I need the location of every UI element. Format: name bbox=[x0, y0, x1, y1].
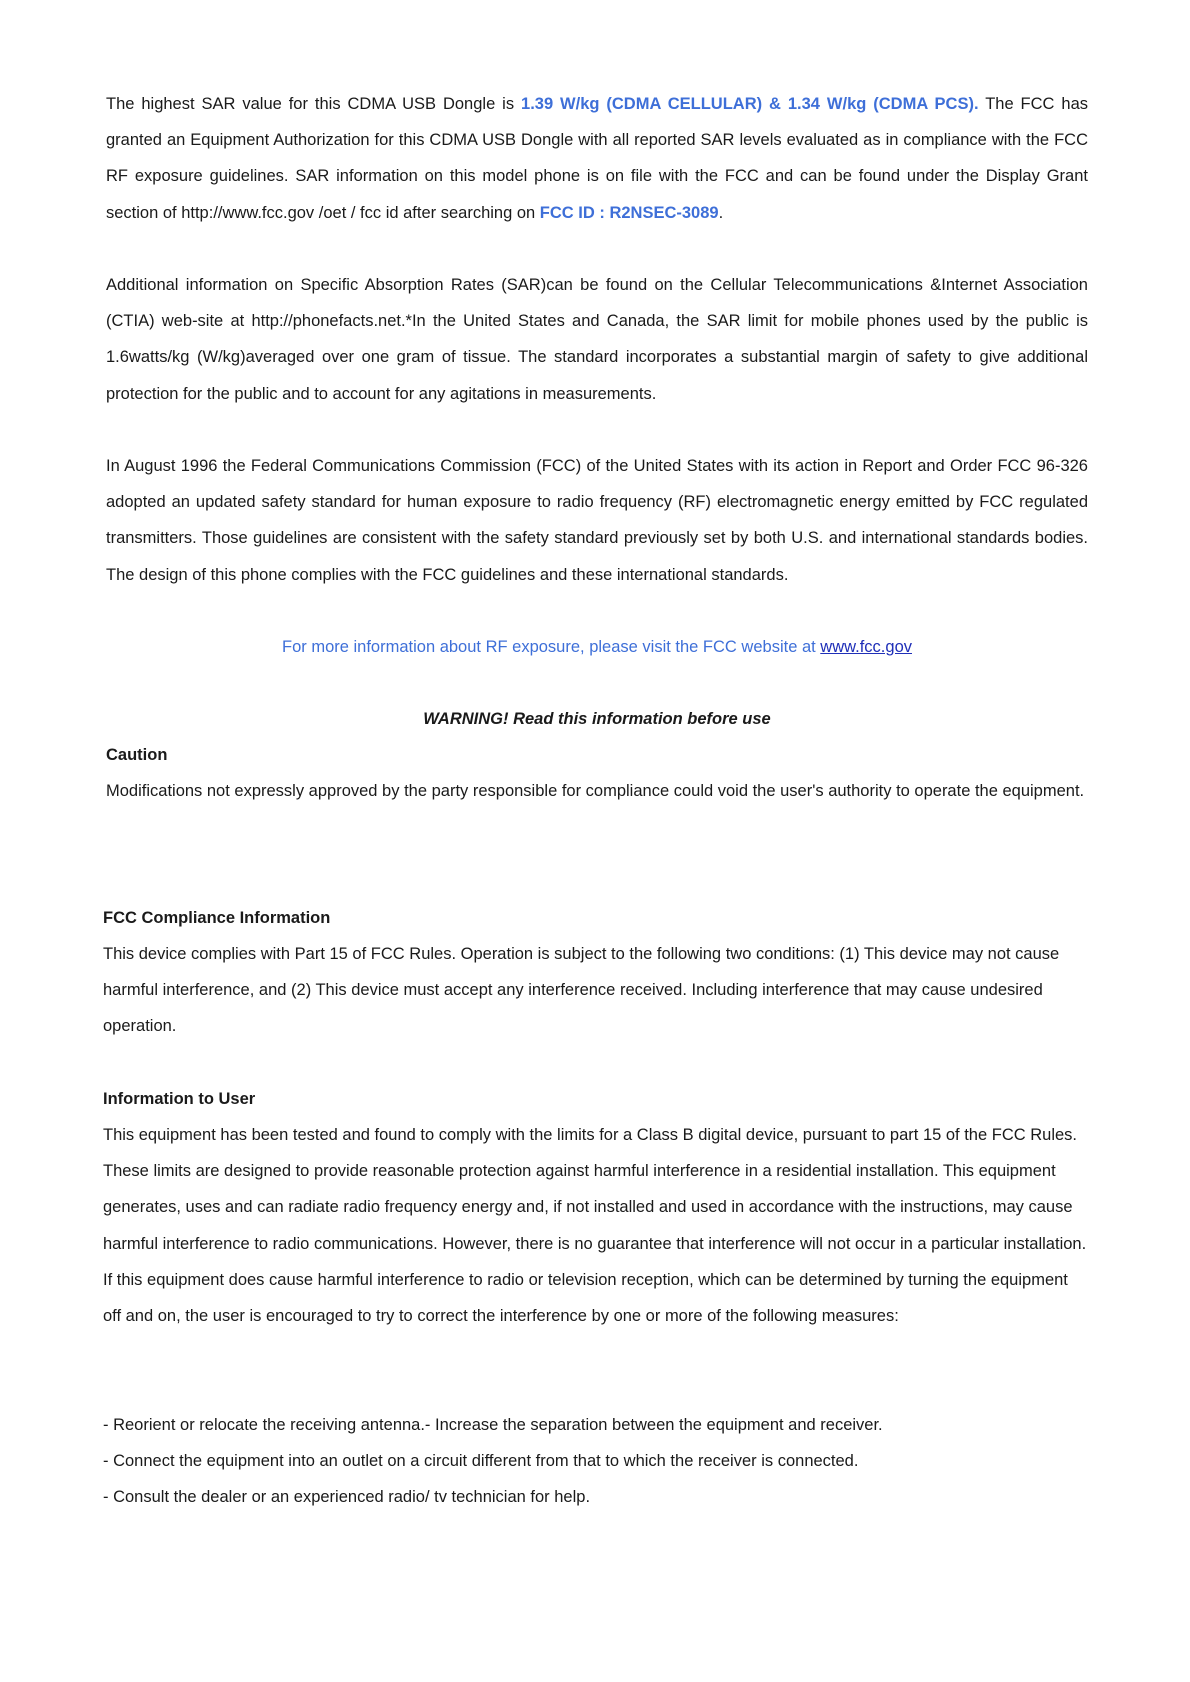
additional-info-paragraph: Additional information on Specific Absorption Rates (SAR)can be found on the Cellular Telecommunications &Internet Association (CTIA) web-site at http://phonefacts.net.*In the United States and Canada, the SAR limit for mobile phones used by the public is 1.6watts/kg (W/kg)averaged over one gram of tissue. The standard incorporates a substantial margin of safety to give additional protection for the public and to account for any agitations in measurements. bbox=[106, 276, 1088, 403]
warning-title: WARNING! Read this information before use bbox=[423, 710, 771, 728]
sar-paragraph bbox=[106, 86, 1088, 231]
sar-text-1: The highest SAR value for this CDMA USB Dongle is bbox=[106, 95, 522, 113]
sar-text-3: . bbox=[718, 203, 724, 222]
fcc-website-link[interactable]: www.fcc.gov bbox=[820, 638, 912, 656]
compliance-body: This device complies with Part 15 of FCC Rules. Operation is subject to the following two conditions: (1) This device may not cause harmful interference, and (2) This device must accept any interference received. Including interference that may cause undesired operation. bbox=[103, 945, 1060, 1036]
more-info-text: For more information about RF exposure, please visit the FCC website at bbox=[281, 638, 821, 656]
caution-body: Modifications not expressly approved by the party responsible for compliance could void the user's authority to operate the equipment. bbox=[106, 782, 1085, 800]
sar-values: 1.39 W/kg (CDMA CELLULAR) & 1.34 W/kg (CDMA PCS). bbox=[521, 95, 979, 113]
fcc-id: FCC ID : R2NSEC-3089 bbox=[539, 203, 719, 222]
sar-text-2: The FCC has granted an Equipment Authorization for this CDMA USB Dongle with all reported SAR levels evaluated as in compliance with the FCC RF exposure guidelines. SAR information on this model phone is on file with the FCC and can be found under the Display Grant section of http://www.fcc.gov /oet / fcc id after searching on bbox=[106, 95, 1088, 222]
caution-heading: Caution bbox=[106, 746, 168, 764]
history-paragraph: In August 1996 the Federal Communications Commission (FCC) of the United States with its action in Report and Order FCC 96-326 adopted an updated safety standard for human exposure to radio frequency (RF) electromagnetic energy emitted by FCC regulated transmitters. Those guidelines are consistent with the safety standard previously set by both U.S. and international standards bodies. The design of this phone complies with the FCC guidelines and these international standards. bbox=[106, 457, 1088, 584]
user-info-heading: Information to User bbox=[103, 1090, 256, 1108]
compliance-heading: FCC Compliance Information bbox=[103, 909, 331, 927]
user-info-body: This equipment has been tested and found to comply with the limits for a Class B digital device, pursuant to part 15 of the FCC Rules. These limits are designed to provide reasonable protection against harmful interference in a residential installation. This equipment generates, uses and can radiate radio frequency energy and, if not installed and used in accordance with the instructions, may cause harmful interference to radio communications. However, there is no guarantee that interference will not occur in a particular installation. If this equipment does cause harmful interference to radio or television reception, which can be determined by turning the equipment off and on, the user is encouraged to try to correct the interference by one or more of the following measures: bbox=[103, 1126, 1087, 1326]
measures-list bbox=[103, 1407, 1088, 1516]
more-info-line bbox=[106, 629, 1088, 665]
list-item: - Connect the equipment into an outlet on a circuit different from that to which the receiver is connected. bbox=[103, 1452, 859, 1471]
list-item: - Consult the dealer or an experienced radio/ tv technician for help. bbox=[103, 1488, 591, 1507]
list-item: - Reorient or relocate the receiving antenna.- Increase the separation between the equipment and receiver. bbox=[103, 1416, 883, 1434]
